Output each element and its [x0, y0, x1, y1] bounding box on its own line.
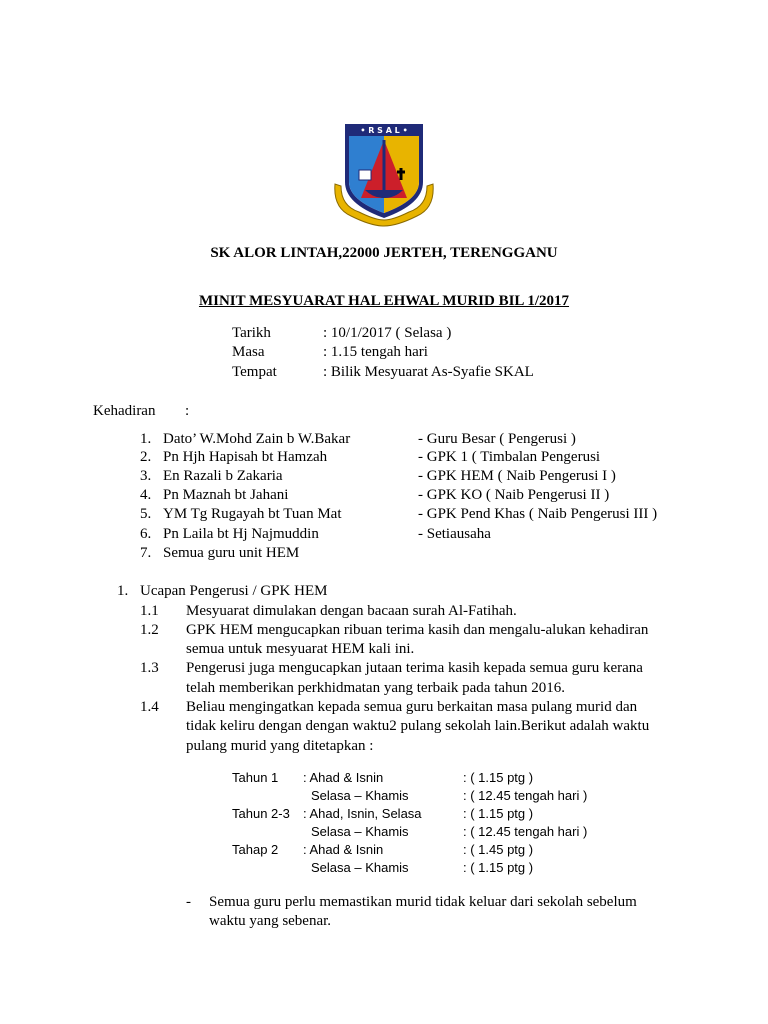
- info-value-date: : 10/1/2017 ( Selasa ): [323, 325, 452, 341]
- attendee-number: 3.: [140, 468, 152, 484]
- schedule-time: : ( 1.15 ptg ): [463, 860, 534, 875]
- section-number: 1.: [117, 583, 129, 599]
- attendee-name: Pn Maznah bt Jahani: [163, 487, 289, 503]
- schedule-time: : ( 12.45 tengah hari ): [463, 788, 588, 803]
- schedule-time: : ( 12.45 tengah hari ): [463, 824, 588, 839]
- item-number: 1.3: [140, 660, 159, 676]
- attendee-role: - GPK KO ( Naib Pengerusi II ): [418, 487, 610, 503]
- schedule-group: Tahap 2: [232, 842, 279, 857]
- item-text: Mesyuarat dimulakan dengan bacaan surah Al-Fatihah.: [186, 603, 517, 619]
- schedule-days: Selasa – Khamis: [311, 860, 409, 875]
- attendee-name: Semua guru unit HEM: [163, 545, 300, 561]
- attendee-name: Dato’ W.Mohd Zain b W.Bakar: [163, 431, 351, 447]
- item-text: GPK HEM mengucapkan ribuan terima kasih dan mengalu-alukan kehadiran: [186, 622, 649, 638]
- schedule-days: : Ahad & Isnin: [303, 770, 384, 785]
- attendance-colon: :: [185, 403, 190, 419]
- note-text: waktu yang sebenar.: [209, 913, 332, 929]
- schedule-time: : ( 1.45 ptg ): [463, 842, 534, 857]
- attendee-name: Pn Laila bt Hj Najmuddin: [163, 526, 319, 542]
- schedule-days: Selasa – Khamis: [311, 824, 409, 839]
- info-label-time: Masa: [232, 344, 265, 360]
- schedule-days: Selasa – Khamis: [311, 788, 409, 803]
- item-text: telah memberikan perkhidmatan yang terbaik pada tahun 2016.: [186, 680, 566, 696]
- attendee-name: Pn Hjh Hapisah bt Hamzah: [163, 449, 328, 465]
- section-title: Ucapan Pengerusi / GPK HEM: [140, 583, 328, 599]
- schedule-days: : Ahad & Isnin: [303, 842, 384, 857]
- attendee-number: 5.: [140, 506, 152, 522]
- info-label-place: Tempat: [232, 364, 277, 380]
- schedule-group: Tahun 2-3: [232, 806, 290, 821]
- schedule-group: Tahun 1: [232, 770, 279, 785]
- attendee-number: 7.: [140, 545, 152, 561]
- attendee-number: 6.: [140, 526, 152, 542]
- attendee-number: 1.: [140, 431, 152, 447]
- item-number: 1.4: [140, 699, 159, 715]
- attendance-label: Kehadiran: [93, 403, 156, 419]
- schedule-days: : Ahad, Isnin, Selasa: [303, 806, 422, 821]
- attendee-role: - Setiausaha: [418, 526, 491, 542]
- attendee-role: - Guru Besar ( Pengerusi ): [418, 431, 576, 447]
- attendee-number: 4.: [140, 487, 152, 503]
- attendee-name: YM Tg Rugayah bt Tuan Mat: [163, 506, 342, 522]
- attendee-role: - GPK Pend Khas ( Naib Pengerusi III ): [418, 506, 658, 522]
- item-number: 1.1: [140, 603, 159, 619]
- attendee-role: - GPK HEM ( Naib Pengerusi I ): [418, 468, 616, 484]
- item-text: pulang murid yang ditetapkan :: [186, 738, 374, 754]
- info-value-time: : 1.15 tengah hari: [323, 344, 428, 360]
- note-bullet: -: [186, 894, 191, 910]
- item-text: tidak keliru dengan dengan waktu2 pulang sekolah lain.Berikut adalah waktu: [186, 718, 650, 734]
- schedule-time: : ( 1.15 ptg ): [463, 770, 534, 785]
- crest-band-text: • R S A L •: [360, 126, 408, 135]
- attendee-name: En Razali b Zakaria: [163, 468, 283, 484]
- item-text: Beliau mengingatkan kepada semua guru berkaitan masa pulang murid dan: [186, 699, 638, 715]
- schedule-time: : ( 1.15 ptg ): [463, 806, 534, 821]
- item-number: 1.2: [140, 622, 159, 638]
- attendee-role: - GPK 1 ( Timbalan Pengerusi: [418, 449, 601, 465]
- school-name: SK ALOR LINTAH,22000 JERTEH, TERENGGANU: [210, 245, 558, 261]
- note-text: Semua guru perlu memastikan murid tidak keluar dari sekolah sebelum: [209, 894, 637, 910]
- attendee-number: 2.: [140, 449, 152, 465]
- info-value-place: : Bilik Mesyuarat As-Syafie SKAL: [323, 364, 534, 380]
- document-title: MINIT MESYUARAT HAL EHWAL MURID BIL 1/2017: [198, 293, 570, 309]
- school-crest-logo: [331, 120, 437, 228]
- item-text: semua untuk mesyuarat HEM kali ini.: [186, 641, 415, 657]
- info-label-date: Tarikh: [232, 325, 271, 341]
- item-text: Pengerusi juga mengucapkan jutaan terima kasih kepada semua guru kerana: [186, 660, 643, 676]
